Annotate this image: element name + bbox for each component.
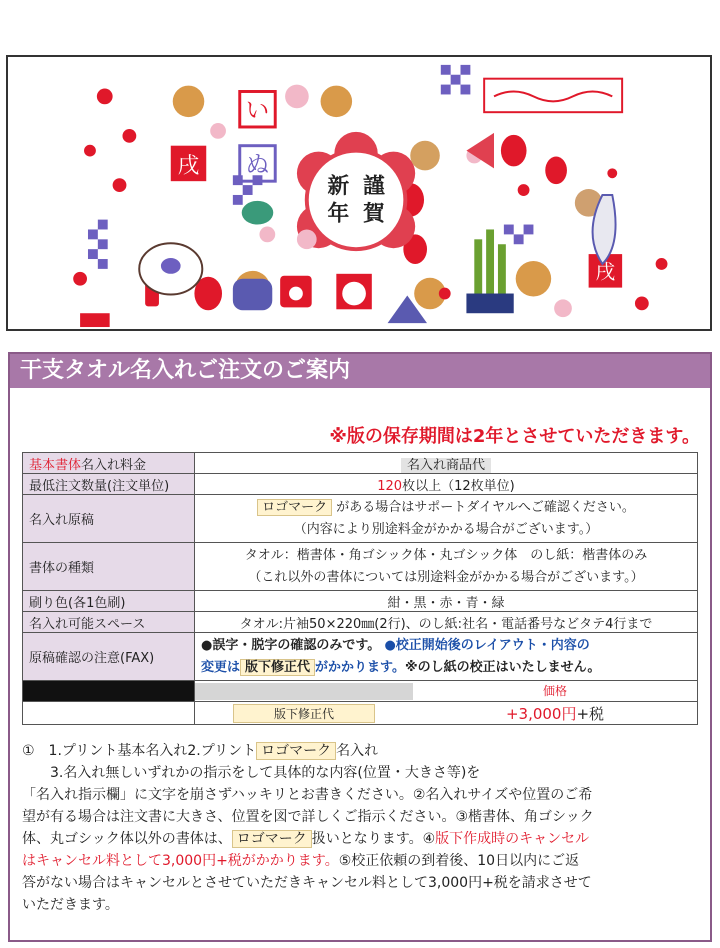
tile-inu-2: 戌: [595, 260, 616, 284]
price-bar-gray: [195, 683, 413, 700]
table-row: [23, 543, 698, 591]
towel-image: [6, 55, 712, 331]
print-color-label: 刷り色(各1色刷): [23, 591, 195, 612]
turtle: [242, 201, 274, 225]
pricing-table: [22, 452, 698, 725]
tile-i: い: [245, 96, 270, 125]
tile-inu: 戌: [177, 153, 200, 179]
logo-mark-badge: ロゴマーク: [232, 830, 312, 848]
price-value: +3,000円+税: [505, 704, 605, 723]
price-header-row: [23, 681, 698, 702]
proof-note-value: ●誤字・脱字の確認のみです。 ●校正開始後のレイアウト・内容の 変更は 版下修正代 がかかります。※のし紙の校正はいたしません。: [195, 633, 698, 681]
table-row: [23, 633, 698, 681]
price-header: 価格: [542, 683, 567, 698]
manuscript-value: ロゴマーク がある場合はサポートダイヤルへご確認ください。 （内容により別途料金がかかる場合がございます。）: [195, 495, 698, 543]
order-guide-panel: [8, 352, 712, 942]
header-value: 名入れ商品代: [195, 453, 698, 474]
print-space-value: タオル:片袖50×220㎜(2行)、のし紙:社名・電話番号などタテ4行まで: [195, 612, 698, 633]
logo-mark-badge: ロゴマーク: [257, 499, 332, 516]
order-notes: ① 1.プリント基本名入れ2.プリント ロゴマーク 名入れ 3.名入れ無しいずれかの指示をして具体的な内容(位置・大きさ等)を 「名入れ指示欄」に文字を崩さずハッキリとお書きください。②名入れサイズや位置のご希 望が有る場合は注文書に大きさ、位置を図で詳しくご指示ください。③楷書体、角ゴシック 体、丸ゴシック体以外の書体は、 ロゴマーク 扱いとなります。④版下作成時のキャンセル はキャンセル料として3,000円+税がかかります。⑤校正依頼の到着後、10日以内にご返 答がない場合はキャンセルとさせていただきキャンセル料として3,000円+税を請求させて いただきます。: [22, 743, 594, 913]
table-row: [23, 495, 698, 543]
min-order-value: 120枚以上（12枚単位): [195, 474, 698, 495]
tile-nu: ぬ: [245, 150, 270, 179]
panel-title: 干支タオル名入れご注文のご案内: [10, 354, 710, 388]
price-bar-black: [23, 681, 195, 702]
min-order-label: 最低注文数量(注文単位): [23, 474, 195, 495]
emblem-nen: 年: [327, 201, 350, 227]
crane: [593, 168, 618, 264]
kadomatsu: [466, 229, 513, 313]
price-row: [23, 702, 698, 725]
font-type-value: タオル：楷書体・角ゴシック体・丸ゴシック体 のし紙：楷書体のみ （これ以外の書体については別途料金がかかる場合がございます。）: [195, 543, 698, 591]
table-row: [23, 591, 698, 612]
print-space-label: 名入れ可能スペース: [23, 612, 195, 633]
logo-mark-badge: ロゴマーク: [256, 742, 336, 760]
plate-fix-badge: 版下修正代: [240, 659, 315, 676]
retention-notice: ※版の保存期間は2年とさせていただきます。: [329, 426, 700, 447]
emblem-shin: 新: [327, 174, 350, 199]
font-type-label: 書体の種類: [23, 543, 195, 591]
price-item: 版下修正代: [233, 704, 375, 723]
banner: [484, 79, 622, 113]
emblem-ga: 賀: [362, 201, 385, 227]
manuscript-label: 名入れ原稿: [23, 495, 195, 543]
table-row: [23, 612, 698, 633]
header-label: 基本書体名入れ料金: [23, 453, 195, 474]
table-row: [23, 474, 698, 495]
table-header-row: [23, 453, 698, 474]
print-color-value: 紺・黒・赤・青・緑: [195, 591, 698, 612]
towel-illustration: [8, 57, 710, 329]
plum-emblem: [297, 132, 415, 251]
emblem-kin: 謹: [362, 174, 385, 199]
proof-note-label: 原稿確認の注意(FAX): [23, 633, 195, 681]
